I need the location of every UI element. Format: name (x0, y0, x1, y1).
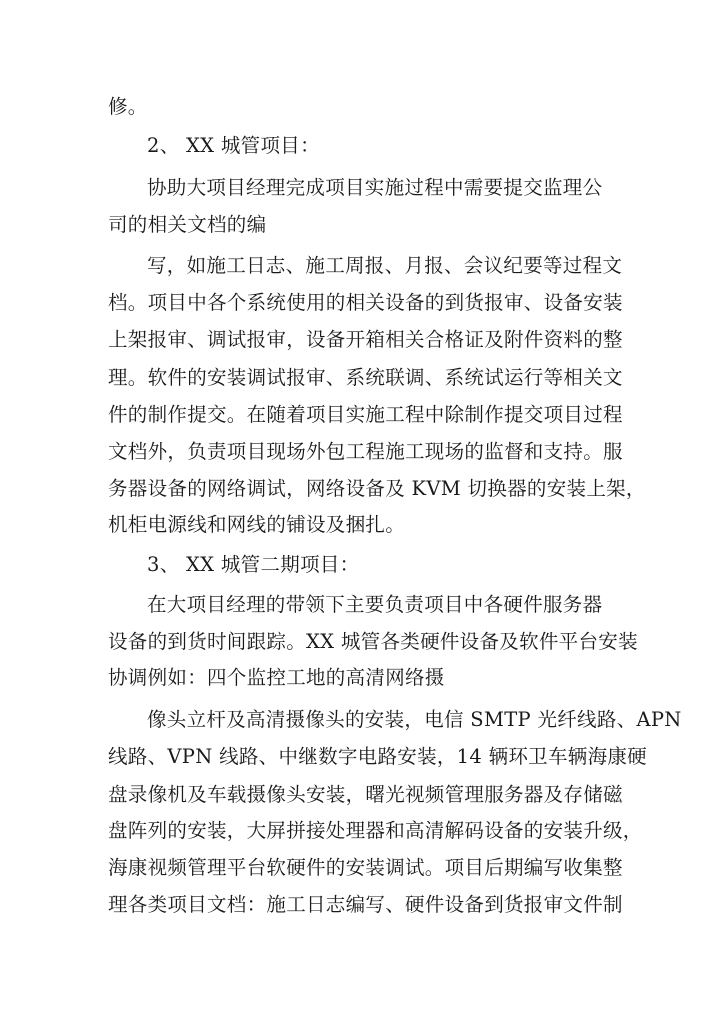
text-line: 理。软件的安装调试报审、系统联调、系统试运行等相关文 (108, 366, 623, 389)
text-line: 像头立杆及高清摄像头的安装，电信 SMTP 光纤线路、APN (147, 708, 682, 731)
text-line: 协调例如：四个监控工地的高清网络摄 (108, 666, 445, 689)
text-line: 在大项目经理的带领下主要负责项目中各硬件服务器 (147, 593, 603, 616)
text-line: 盘录像机及车载摄像头安装，曙光视频管理服务器及存储磁 (108, 783, 623, 806)
text-line: 修。 (108, 95, 148, 118)
text-line: 海康视频管理平台软硬件的安装调试。项目后期编写收集整 (108, 856, 623, 879)
text-line: 机柜电源线和网线的铺设及捆扎。 (108, 513, 406, 536)
section-heading: 3、 XX 城管二期项目： (147, 553, 360, 576)
text-line: 设备的到货时间跟踪。XX 城管各类硬件设备及软件平台安装 (108, 630, 638, 653)
text-line: 理各类项目文档：施工日志编写、硬件设备到货报审文件制 (108, 893, 623, 916)
text-line: 上架报审、调试报审，设备开箱相关合格证及附件资料的整 (108, 328, 623, 351)
text-line: 档。项目中各个系统使用的相关设备的到货报审、设备安装 (108, 291, 623, 314)
text-line: 写，如施工日志、施工周报、月报、会议纪要等过程文 (147, 254, 623, 277)
text-line: 线路、VPN 线路、中继数字电路安装，14 辆环卫车辆海康硬 (108, 745, 647, 768)
text-line: 盘阵列的安装，大屏拼接处理器和高清解码设备的安装升级， (108, 819, 643, 842)
text-line: 文档外，负责项目现场外包工程施工现场的监督和支持。服 (108, 440, 623, 463)
text-line: 务器设备的网络调试，网络设备及 KVM 切换器的安装上架， (108, 477, 646, 500)
text-line: 协助大项目经理完成项目实施过程中需要提交监理公 (147, 176, 603, 199)
text-line: 件的制作提交。在随着项目实施工程中除制作提交项目过程 (108, 403, 623, 426)
text-line: 司的相关文档的编 (108, 213, 267, 236)
section-heading: 2、 XX 城管项目： (147, 134, 320, 157)
